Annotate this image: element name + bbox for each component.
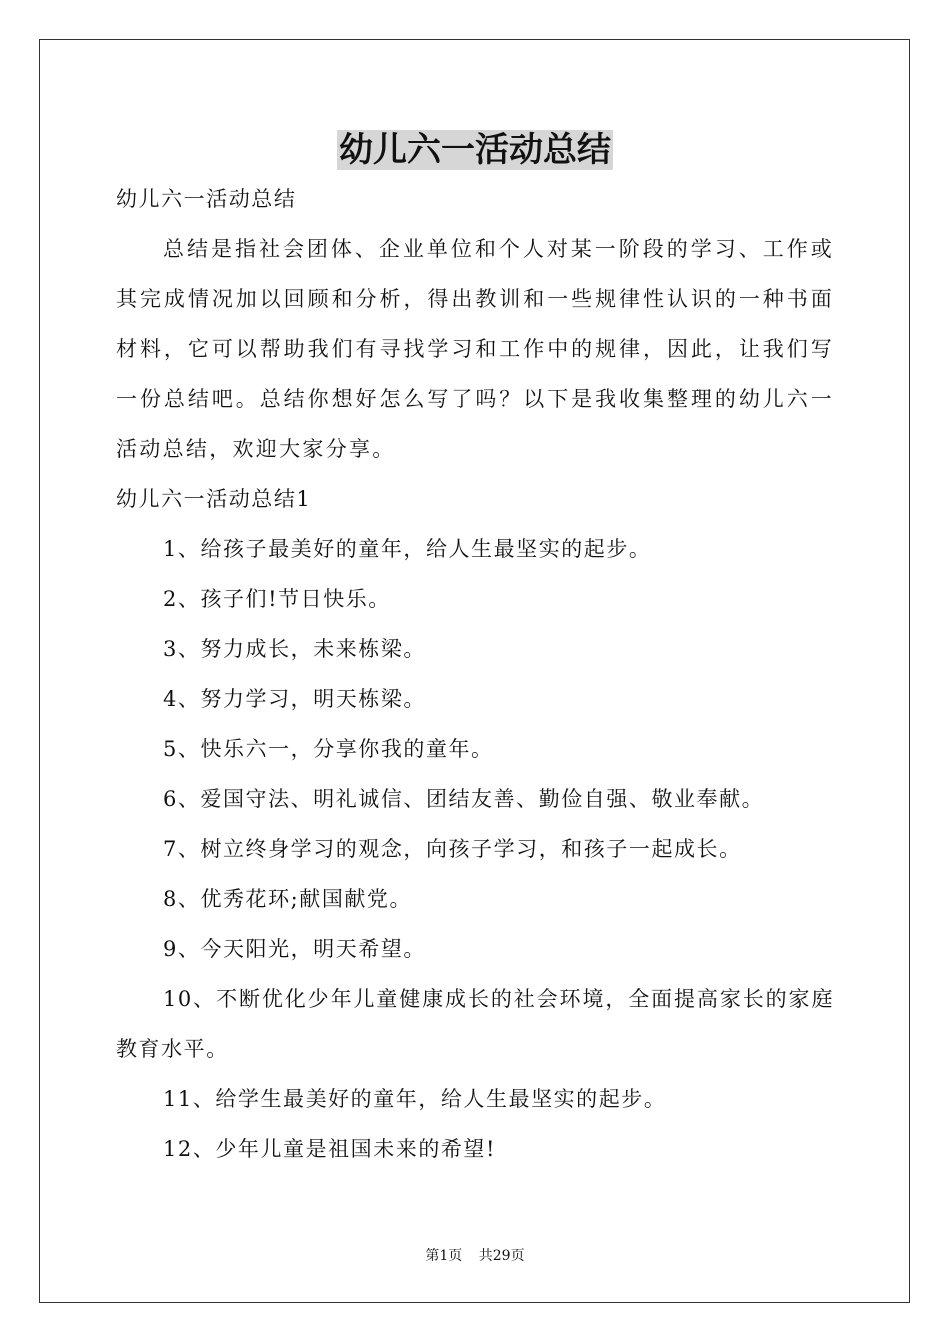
section-heading: 幼儿六一活动总结1 xyxy=(116,487,312,511)
page-footer xyxy=(0,1246,950,1266)
document-title: 幼儿六一活动总结 xyxy=(339,130,611,170)
document-body xyxy=(116,174,834,1174)
list-item: 1、给孩子最美好的童年，给人生最坚实的起步。 xyxy=(163,537,652,561)
intro-paragraph: 总结是指社会团体、企业单位和个人对某一阶段的学习、工作或其完成情况加以回顾和分析，得出教训和一些规律性认识的一种书面材料，它可以帮助我们有寻找学习和工作中的规律，因此，让我们写一份总结吧。总结你想好怎么写了吗？以下是我收集整理的幼儿六一活动总结，欢迎大家分享。 xyxy=(116,237,834,461)
page-number-total: 共29页 xyxy=(478,1248,525,1264)
list-item: 8、优秀花环;献国献党。 xyxy=(163,887,413,911)
document-subtitle: 幼儿六一活动总结 xyxy=(116,187,297,211)
page-number-current: 第1页 xyxy=(425,1248,463,1264)
list-item: 11、给学生最美好的童年，给人生最坚实的起步。 xyxy=(163,1087,667,1111)
list-item: 12、少年儿童是祖国未来的希望! xyxy=(163,1137,496,1161)
list-item: 6、爱国守法、明礼诚信、团结友善、勤俭自强、敬业奉献。 xyxy=(163,787,765,811)
list-item: 3、努力成长，未来栋梁。 xyxy=(163,637,426,661)
list-item: 5、快乐六一，分享你我的童年。 xyxy=(163,737,494,761)
list-item: 7、树立终身学习的观念，向孩子学习，和孩子一起成长。 xyxy=(163,837,742,861)
list-item: 9、今天阳光，明天希望。 xyxy=(163,937,426,961)
list-item: 4、努力学习，明天栋梁。 xyxy=(163,687,426,711)
list-item: 2、孩子们!节日快乐。 xyxy=(163,587,391,611)
list-item: 10、不断优化少年儿童健康成长的社会环境，全面提高家长的家庭教育水平。 xyxy=(116,987,834,1061)
